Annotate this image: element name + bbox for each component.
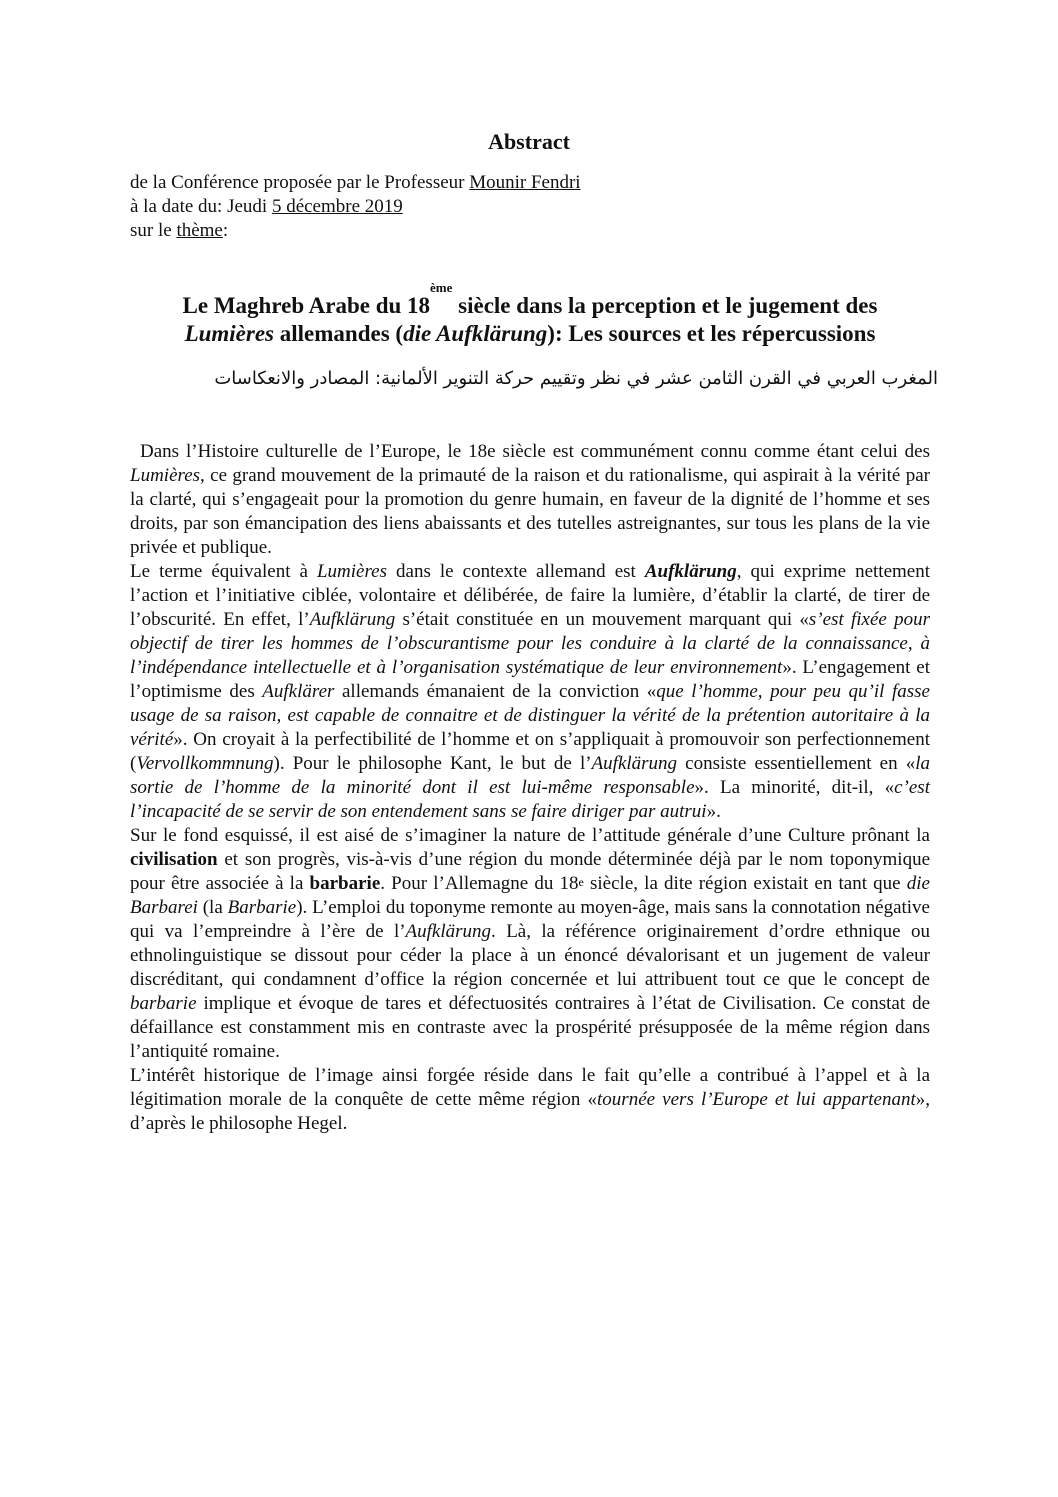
- paragraph-3: Sur le fond esquissé, il est aisé de s’imaginer la nature de l’attitude générale d’une Culture prônant la civilisation et son progrès, vis-à-vis d’une région du monde déterminée déjà par le nom toponymique pour être associée à la barbarie. Pour l’Allemagne du 18e siècle, la dite région existait en tant que die Barbarei (la Barbarie). L’emploi du toponyme remonte au moyen-âge, mais sans la connotation négative qui va l’empreindre à l’ère de l’Aufklärung. Là, la référence originairement d’ordre ethnique ou ethnolinguistique se dissout pour céder la place à un énoncé dévalorisant et un jugement de valeur discréditant, qui condamnent d’office la région concernée et lui attribuent tout ce que le concept de barbarie implique et évoque de tares et défectuosités contraires à l’état de Civilisation. Ce constat de défaillance est constamment mis en contraste avec la prospérité présupposée de la même région dans l’antiquité romaine.: [130, 825, 930, 1062]
- abstract-body: [130, 440, 930, 1136]
- paragraph-2: Le terme équivalent à Lumières dans le contexte allemand est Aufklärung, qui exprime nettement l’action et l’initiative ciblée, volontaire et délibérée, de faire la lumière, d’établir la clarté, de tirer de l’obscurité. En effet, l’Aufklärung s’était constituée en un mouvement marquant qui «s’est fixée pour objectif de tirer les hommes de l’obscurantisme pour les conduire à la clarté de la connaissance, à l’indépendance intellectuelle et à l’organisation systématique de leur environnement». L’engagement et l’optimisme des Aufklärer allemands émanaient de la conviction «que l’homme, pour peu qu’il fasse usage de sa raison, est capable de connaitre et de distinguer la vérité de la prétention autoritaire à la vérité». On croyait à la perfectibilité de l’homme et on s’appliquait à promouvoir son perfectionnement (Vervollkommnung). Pour le philosophe Kant, le but de l’Aufklärung consiste essentiellement en «la sortie de l’homme de la minorité dont il est lui-même responsable». La minorité, dit-il, «c’est l’incapacité de se servir de son entendement sans se faire diriger par autrui».: [130, 561, 931, 822]
- paragraph-1: Dans l’Histoire culturelle de l’Europe, le 18e siècle est communément connu comme étant celui des Lumières, ce grand mouvement de la primauté de la raison et du rationalisme, qui aspirait à la vérité par la clarté, qui s’engageait pour la promotion du genre humain, en faveur de la dignité de l’homme et ses droits, par son émancipation des liens abaissants et des tutelles astreignantes, sur tous les plans de la vie privée et publique.: [130, 441, 930, 558]
- meta-line-speaker: de la Conférence proposée par le Professeur Mounir Fendri: [130, 172, 581, 193]
- conference-date: 5 décembre 2019: [271, 196, 403, 217]
- theme-word: thème: [176, 220, 223, 241]
- speaker-name: Mounir Fendri: [469, 172, 581, 193]
- paragraph-4: L’intérêt historique de l’image ainsi forgée réside dans le fait qu’elle a contribué à l’appel et à la légitimation morale de la conquête de cette même région «tournée vers l’Europe et lui appartenant», d’après le philosophe Hegel.: [130, 1065, 931, 1134]
- meta-line-theme: sur le thème:: [130, 220, 229, 241]
- arabic-title: المغرب العربي في القرن الثامن عشر في نظر وتقييم حركة التنوير الألمانية: المصادر والانعكاسات: [214, 368, 938, 389]
- meta-line-date: à la date du: Jeudi 5 décembre 2019: [130, 196, 403, 217]
- abstract-heading: Abstract: [488, 129, 570, 154]
- conference-title: Le Maghreb Arabe du 18ème siècle dans la perception et le jugement des Lumières allemandes (die Aufklärung): Les sources et les répercussions: [182, 280, 878, 346]
- title-superscript: ème: [430, 280, 453, 295]
- conference-meta: [130, 171, 930, 243]
